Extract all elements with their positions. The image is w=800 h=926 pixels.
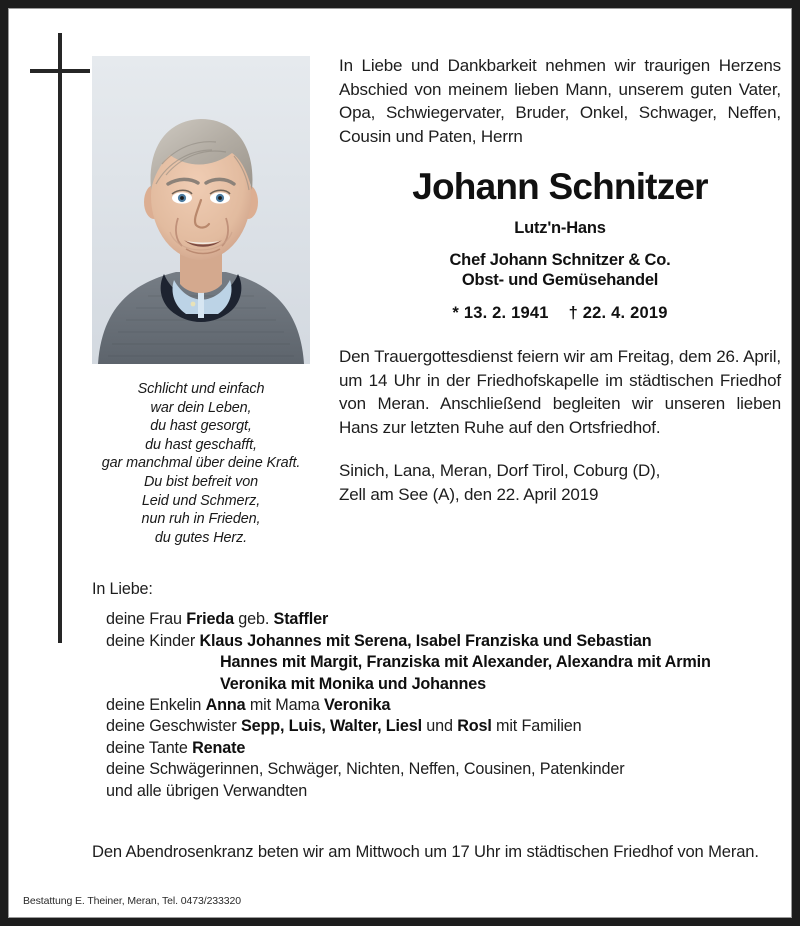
verse-line: war dein Leben, (150, 399, 252, 416)
death-date: 22. 4. 2019 (582, 304, 668, 322)
right-column (339, 54, 781, 506)
wife-prefix: deine Frau (106, 610, 187, 629)
children-prefix: deine Kinder (106, 631, 200, 650)
verse-line: nun ruh in Frieden, (141, 511, 261, 528)
business-line-1: Chef Johann Schnitzer & Co. (449, 251, 671, 269)
birth-date: 13. 2. 1941 (463, 304, 549, 322)
left-column (92, 56, 320, 547)
verse-line: du hast geschafft, (145, 436, 257, 453)
places-and-date (339, 459, 781, 506)
siblings-prefix: deine Geschwister (106, 717, 241, 736)
places-line-2: Zell am See (A), den 22. April 2019 (339, 484, 599, 504)
wife-name: Frieda (186, 610, 234, 629)
verse-line: Du bist befreit von (143, 473, 259, 490)
cross-vertical-bar (58, 33, 62, 643)
family-row-others-1: deine Schwägerinnen, Schwäger, Nichten, Neffen, Cousinen, Patenkinder (106, 760, 625, 779)
memorial-verse (92, 380, 310, 547)
family-row-children-cont-1 (92, 652, 782, 673)
family-row-children-cont-2 (92, 674, 782, 695)
intro-paragraph: In Liebe und Dankbarkeit nehmen wir traurigen Herzens Abschied von meinem lieben Mann, unserem guten Vater, Opa, Schwiegervater, Bruder, Onkel, Schwager, Neffen, Cousin und Paten, Herrn (339, 56, 781, 146)
verse-line: Schlicht und einfach (137, 381, 265, 397)
family-heading: In Liebe: (92, 580, 153, 598)
deceased-nickname: Lutz'n-Hans (514, 219, 606, 237)
places-line-1: Sinich, Lana, Meran, Dorf Tirol, Coburg (D), (339, 461, 661, 480)
grandchild-name: Anna (205, 696, 246, 715)
siblings-suffix: mit Familien (491, 717, 582, 736)
family-row-grandchild (92, 695, 782, 716)
funeral-home-credit: Bestattung E. Theiner, Meran, Tel. 0473/233320 (23, 895, 242, 907)
latin-cross-icon (23, 33, 99, 643)
children-line-1: Klaus Johannes mit Serena, Isabel Franziska und Sebastian (199, 631, 652, 650)
wife-maiden-name: Staffler (273, 610, 329, 629)
rosary-paragraph: Den Abendrosenkranz beten wir am Mittwoch um 17 Uhr im städtischen Friedhof von Meran. (92, 842, 759, 861)
portrait-photo (92, 56, 310, 364)
cross-horizontal-bar (30, 69, 90, 73)
children-line-3: Veronika mit Monika und Johannes (220, 674, 486, 693)
family-row-wife (92, 609, 782, 630)
family-row-others-2: und alle übrigen Verwandten (106, 781, 308, 800)
verse-line: du gutes Herz. (154, 529, 248, 546)
deceased-name: Johann Schnitzer (412, 166, 708, 207)
life-dates (339, 304, 781, 323)
notice-paper (8, 8, 792, 918)
aunt-name: Renate (192, 738, 246, 757)
business-line-2: Obst- und Gemüsehandel (461, 270, 659, 289)
death-symbol: † (568, 304, 578, 322)
family-list (92, 579, 782, 802)
children-line-2: Hannes mit Margit, Franziska mit Alexander, Alexandra mit Armin (220, 653, 711, 672)
grandchild-prefix: deine Enkelin (106, 696, 206, 715)
siblings-names: Sepp, Luis, Walter, Liesl (240, 717, 422, 736)
sibling-name-last: Rosl (457, 717, 492, 736)
family-row-aunt (92, 738, 782, 759)
grandchild-middle: mit Mama (245, 696, 325, 715)
verse-line: du hast gesorgt, (150, 418, 252, 435)
wife-middle: geb. (233, 610, 274, 629)
birth-symbol: * (452, 304, 460, 322)
business-info (339, 251, 781, 290)
portrait-illustration (92, 56, 310, 364)
siblings-middle: und (421, 717, 458, 736)
grandchild-mother-name: Veronika (324, 696, 391, 715)
family-row-siblings (92, 716, 782, 737)
verse-line: Leid und Schmerz, (141, 492, 261, 509)
funeral-service-paragraph: Den Trauergottesdienst feiern wir am Freitag, dem 26. April, um 14 Uhr in der Friedhofskapelle im städtischen Friedhof von Meran. Anschließend begleiten wir unseren lieben Hans zur letzten Ruhe auf den Ortsfriedhof. (339, 347, 781, 437)
verse-line: gar manchmal über deine Kraft. (101, 455, 301, 472)
aunt-prefix: deine Tante (106, 738, 193, 757)
family-row-children (92, 631, 782, 652)
